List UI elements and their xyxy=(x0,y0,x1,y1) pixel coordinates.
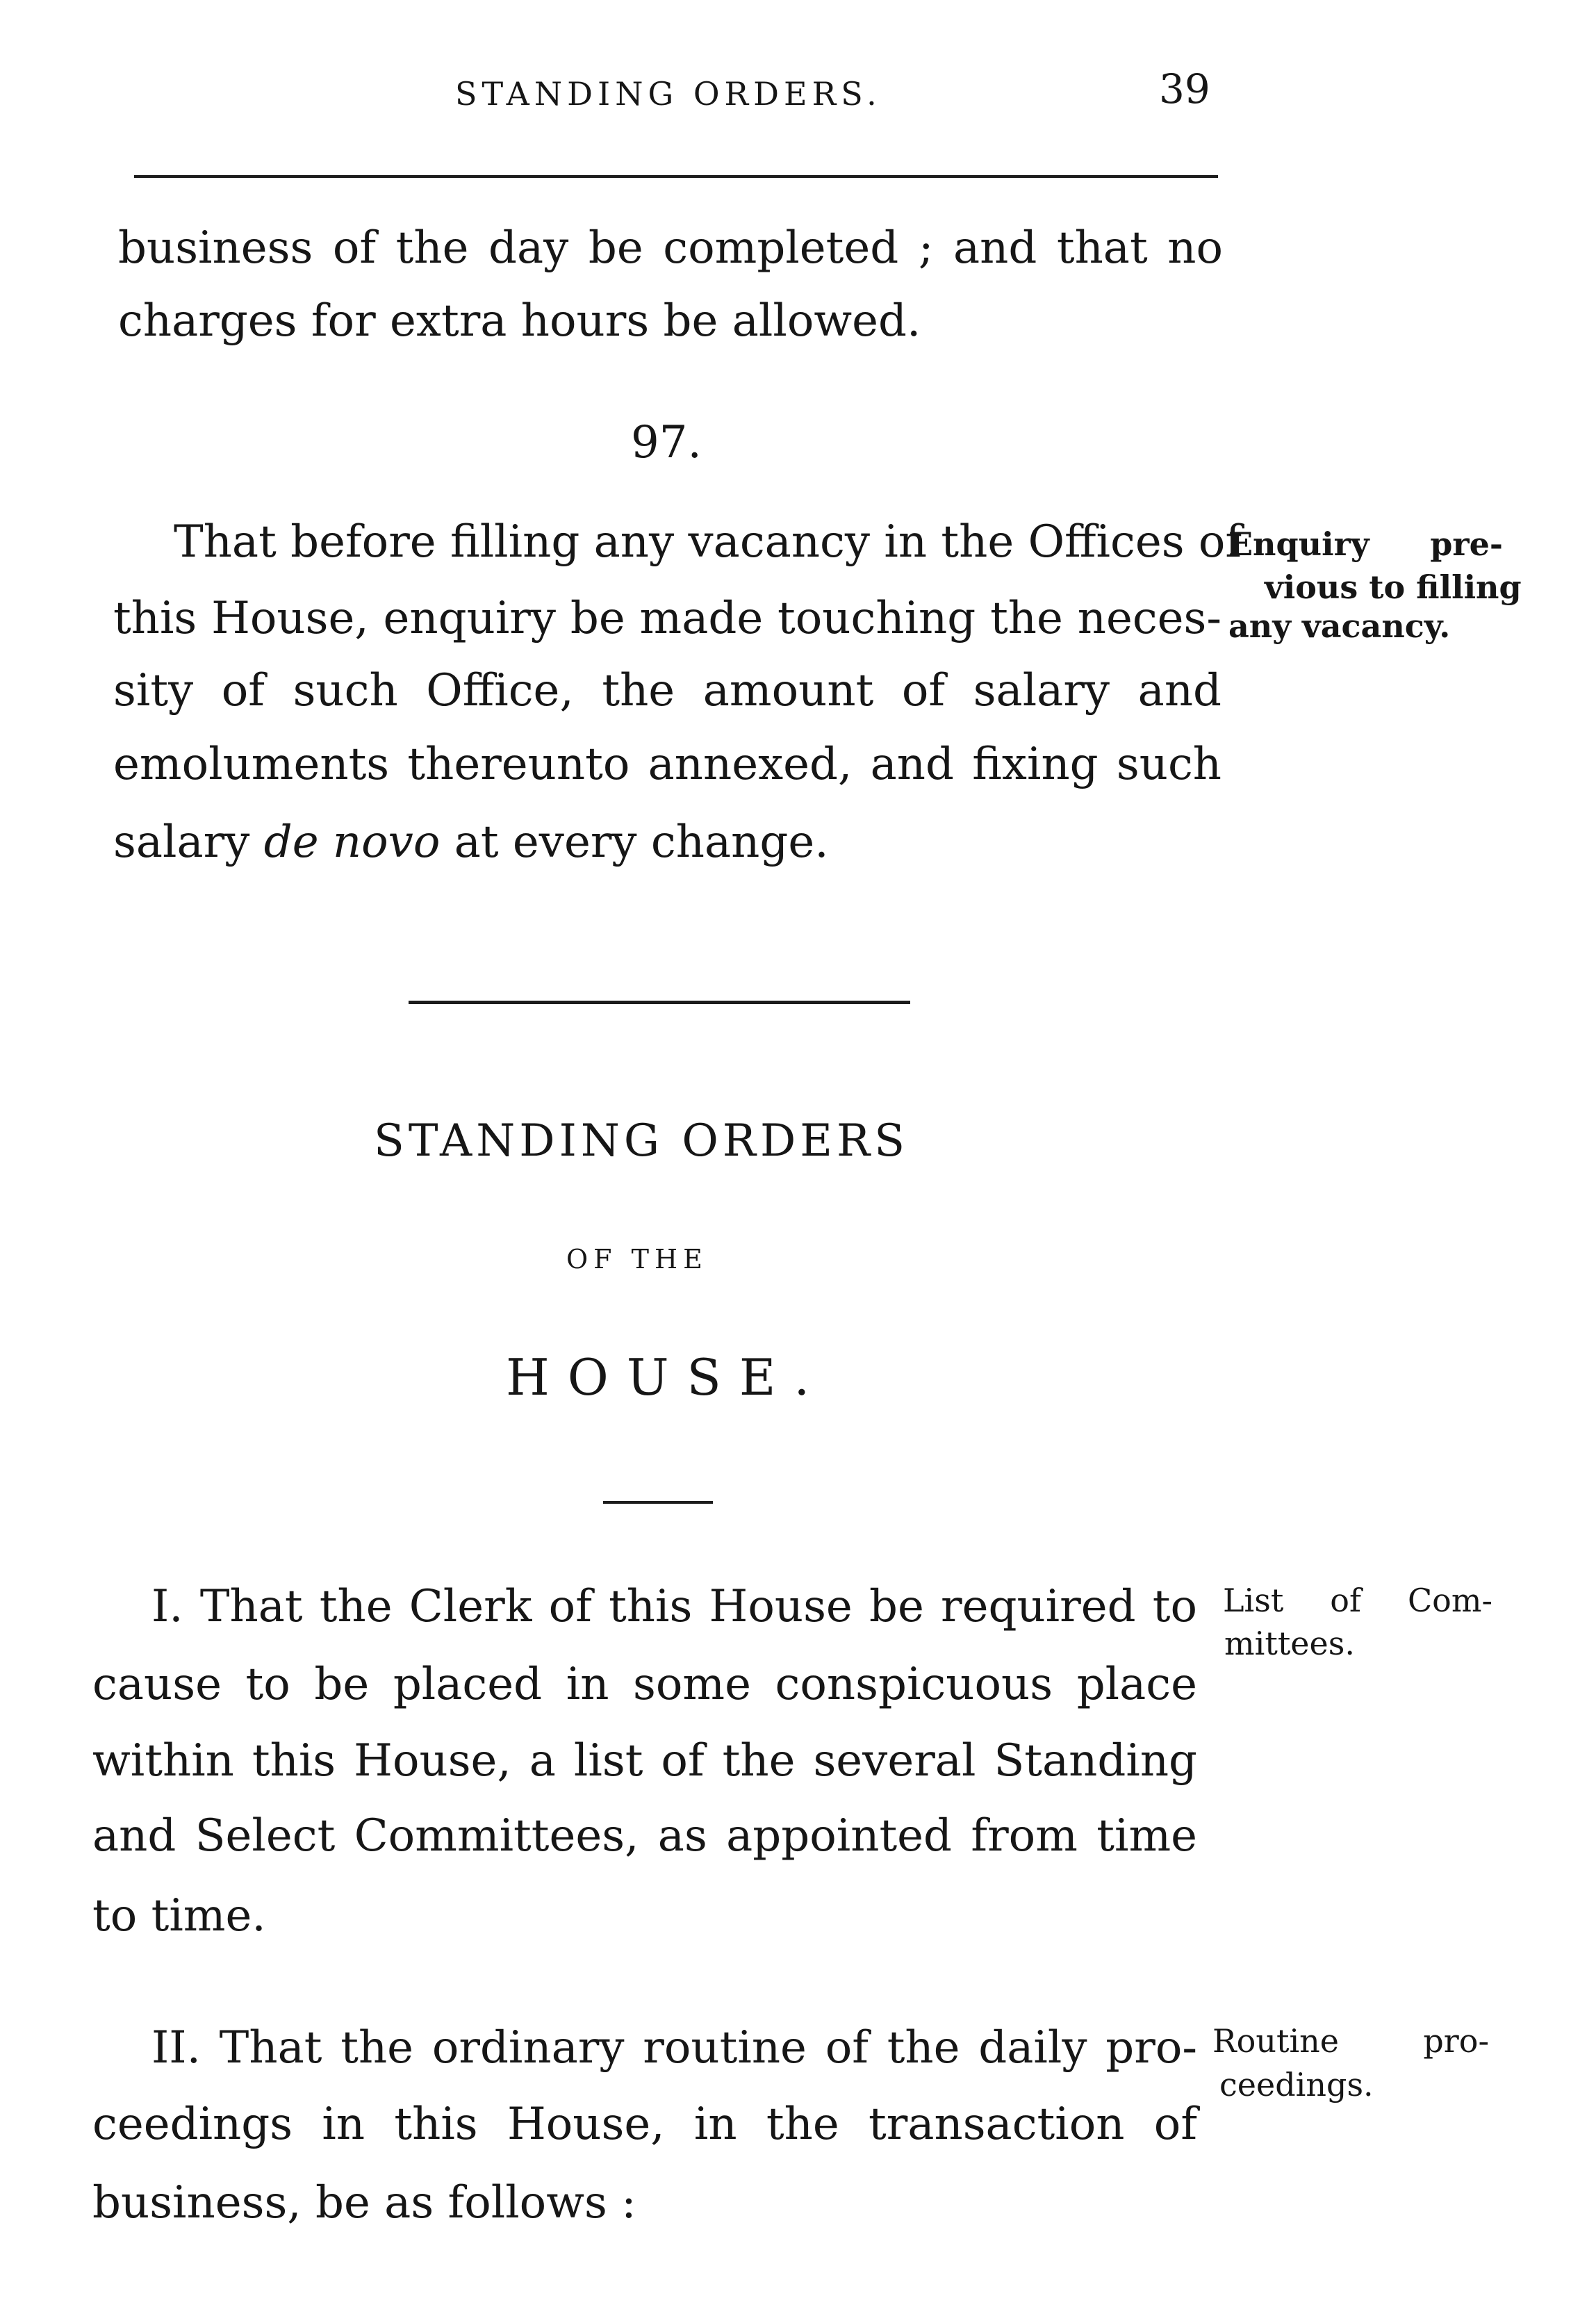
margin-note-enquiry-line-3: any vacancy. xyxy=(1228,607,1451,645)
header-rule xyxy=(134,175,1218,178)
section-title: STANDING ORDERS xyxy=(374,1115,910,1167)
latin-phrase: de novo xyxy=(263,817,441,868)
running-head: STANDING ORDERS. xyxy=(455,75,882,113)
order-I-line-5: to time. xyxy=(92,1890,266,1942)
margin-note-routine-line-1: Routine pro- xyxy=(1212,2022,1489,2060)
margin-note-committees-line-2: mittees. xyxy=(1224,1625,1355,1662)
continuation-line-1: business of the day be completed ; and that no xyxy=(118,222,1223,274)
section-divider xyxy=(409,1001,910,1004)
margin-note-enquiry-line-1: Enquiry pre- xyxy=(1228,525,1503,563)
order-97-number: 97. xyxy=(631,417,702,468)
continuation-line-2: charges for extra hours be allowed. xyxy=(118,295,921,347)
order-97-line-4: emoluments thereunto annexed, and fixing such xyxy=(113,739,1221,790)
margin-note-routine-line-2: ceedings. xyxy=(1219,2066,1374,2103)
order-97-line-3: sity of such Office, the amount of salary and xyxy=(113,665,1221,716)
margin-note-enquiry-line-2: vious to filling xyxy=(1265,568,1522,606)
order-97-line-2: this House, enquiry be made touching the neces- xyxy=(113,593,1221,644)
order-97-line-5: salary de novo at every change. xyxy=(113,817,829,868)
margin-note-committees-line-1: List of Com- xyxy=(1223,1582,1492,1619)
heading-short-rule xyxy=(603,1501,713,1504)
order-I-line-4: and Select Committees, as appointed from time xyxy=(92,1810,1197,1862)
section-subtitle: OF THE xyxy=(566,1244,708,1274)
order-II-line-3: business, be as follows : xyxy=(92,2177,636,2229)
order-II-line-1: II. That the ordinary routine of the daily pro- xyxy=(151,2022,1197,2074)
page-number: 39 xyxy=(1159,65,1210,113)
section-house: HOUSE. xyxy=(506,1348,828,1406)
order-II-line-2: ceedings in this House, in the transaction of xyxy=(92,2099,1197,2150)
order-97-line-1: That before filling any vacancy in the Offices of xyxy=(174,516,1242,568)
order-I-line-3: within this House, a list of the several Standing xyxy=(92,1735,1197,1787)
order-I-line-1: I. That the Clerk of this House be required to xyxy=(151,1581,1197,1632)
order-I-line-2: cause to be placed in some conspicuous place xyxy=(92,1659,1197,1710)
